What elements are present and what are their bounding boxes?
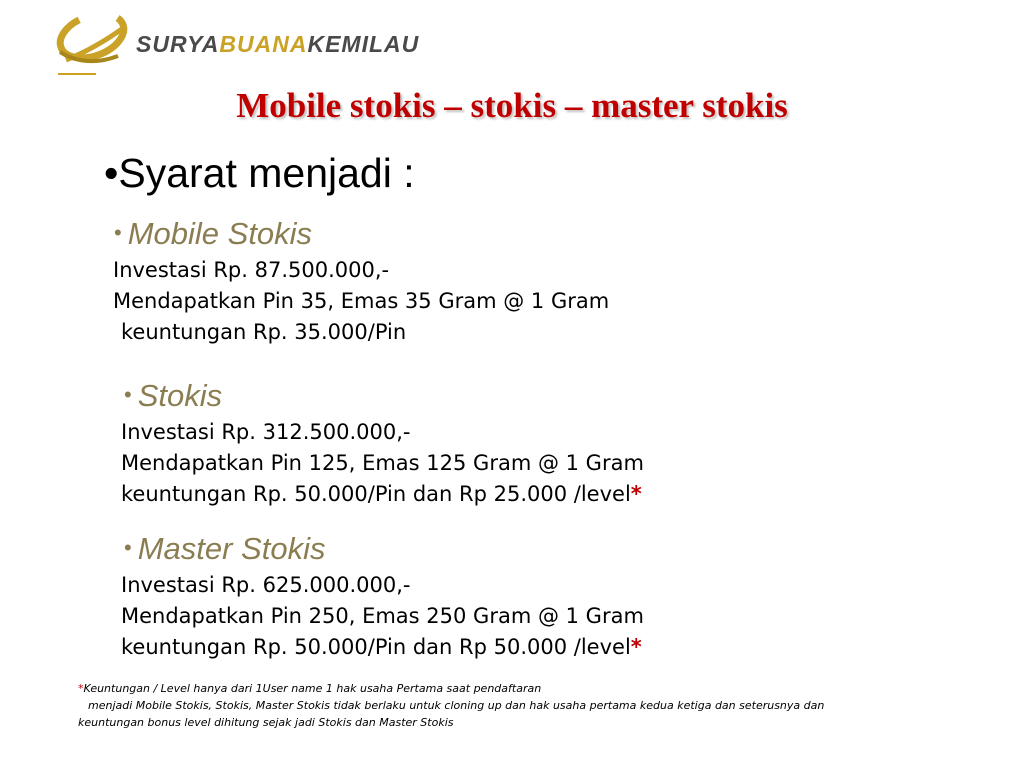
bullet-icon: • xyxy=(124,535,132,560)
master-stokis-profit xyxy=(121,635,642,659)
stokis-profit xyxy=(121,482,642,506)
footnote-text-1: Keuntungan / Level hanya dari 1User name 1 hak usaha Pertama saat pendaftaran xyxy=(83,682,542,695)
footnote-line-1 xyxy=(78,682,541,695)
slide-title: Mobile stokis – stokis – master stokis xyxy=(236,86,788,125)
section-title-text: Master Stokis xyxy=(137,531,326,566)
section-title-master-stokis xyxy=(124,531,325,567)
bullet-icon: • xyxy=(124,382,132,407)
mobile-stokis-investment: Investasi Rp. 87.500.000,- xyxy=(113,258,390,282)
footnote-line-3: keuntungan bonus level dihitung sejak jadi Stokis dan Master Stokis xyxy=(78,716,454,729)
master-stokis-investment: Investasi Rp. 625.000.000,- xyxy=(121,573,411,597)
master-stokis-benefit: Mendapatkan Pin 250, Emas 250 Gram @ 1 Gram xyxy=(121,604,644,628)
section-title-text: Mobile Stokis xyxy=(127,216,313,251)
section-title-text: Stokis xyxy=(137,378,223,413)
logo-text-buana: BUANA xyxy=(219,31,308,57)
stokis-investment: Investasi Rp. 312.500.000,- xyxy=(121,420,411,444)
logo-wordmark xyxy=(136,31,419,58)
section-title-mobile-stokis xyxy=(114,216,312,252)
company-logo xyxy=(56,8,476,78)
logo-text-kemilau: KEMILAU xyxy=(307,31,420,57)
footnote-line-2: menjadi Mobile Stokis, Stokis, Master Stokis tidak berlaku untuk cloning up dan hak usaha pertama kedua ketiga dan seterusnya dan xyxy=(88,699,825,712)
requirements-heading: •Syarat menjadi : xyxy=(104,150,415,196)
stokis-benefit: Mendapatkan Pin 125, Emas 125 Gram @ 1 Gram xyxy=(121,451,644,475)
asterisk-mark: * xyxy=(630,635,642,659)
footnote-asterisk: * xyxy=(78,682,84,695)
logo-text-surya: SURYA xyxy=(136,31,220,57)
master-stokis-profit-text: keuntungan Rp. 50.000/Pin dan Rp 50.000 /level xyxy=(121,635,631,659)
bullet-icon: • xyxy=(114,220,122,245)
mobile-stokis-profit: keuntungan Rp. 35.000/Pin xyxy=(121,320,407,344)
stokis-profit-text: keuntungan Rp. 50.000/Pin dan Rp 25.000 /level xyxy=(121,482,631,506)
asterisk-mark: * xyxy=(630,482,642,506)
swirl-logo-icon xyxy=(56,8,136,78)
mobile-stokis-benefit: Mendapatkan Pin 35, Emas 35 Gram @ 1 Gram xyxy=(113,289,610,313)
section-title-stokis xyxy=(124,378,222,414)
